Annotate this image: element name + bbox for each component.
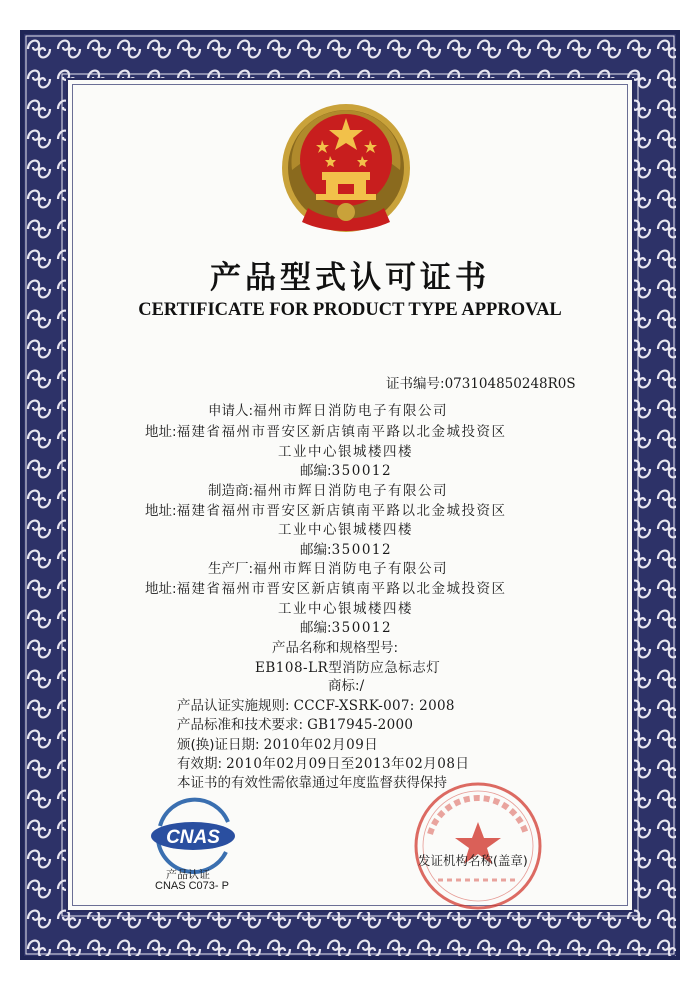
manufacturer-address-row xyxy=(145,503,507,519)
manufacturer-zip-row xyxy=(300,542,392,558)
standard-row xyxy=(177,717,413,733)
applicant-address-label: 地址: xyxy=(145,424,177,440)
cnas-logo-text: CNAS xyxy=(166,827,220,848)
applicant-zip-row xyxy=(300,463,392,479)
trademark-label: 商标: xyxy=(328,678,360,694)
factory-zip: 350012 xyxy=(331,620,393,636)
factory-address-row xyxy=(145,581,507,597)
applicant-label: 申请人: xyxy=(208,403,254,419)
factory-address-line1: 福建省福州市晋安区新店镇南平路以北金城投资区 xyxy=(176,581,507,597)
issuer-label: 发证机构名称(盖章) xyxy=(418,853,528,868)
valid-period-row xyxy=(177,756,470,772)
factory-address-line2: 工业中心银城楼四楼 xyxy=(278,601,413,617)
applicant-address-line1: 福建省福州市晋安区新店镇南平路以北金城投资区 xyxy=(176,424,507,440)
manufacturer-address-line2: 工业中心银城楼四楼 xyxy=(278,522,413,538)
manufacturer-address-label: 地址: xyxy=(145,503,177,519)
cert-number: 073104850248R0S xyxy=(444,376,576,392)
official-seal-icon xyxy=(408,776,548,916)
rule-label: 产品认证实施规则: xyxy=(177,698,290,714)
title-english: CERTIFICATE FOR PRODUCT TYPE APPROVAL xyxy=(138,300,562,320)
rule: CCCF-XSRK-007: 2008 xyxy=(293,698,455,714)
manufacturer-label: 制造商: xyxy=(208,483,254,499)
issue-date-label: 颁(换)证日期: xyxy=(177,737,260,753)
factory-name: 福州市辉日消防电子有限公司 xyxy=(253,561,449,577)
product-name: EB108-LR型消防应急标志灯 xyxy=(255,660,441,676)
factory-label: 生产厂: xyxy=(208,561,254,577)
factory-row xyxy=(208,561,448,577)
trademark-row xyxy=(328,678,366,694)
cert-number-row xyxy=(386,376,576,392)
standard: GB17945-2000 xyxy=(307,717,414,733)
issue-date-row xyxy=(177,737,378,753)
manufacturer-zip-label: 邮编: xyxy=(300,542,332,558)
applicant-name: 福州市辉日消防电子有限公司 xyxy=(253,403,449,419)
product-label: 产品名称和规格型号: xyxy=(272,640,399,656)
cnas-code: CNAS C073- P xyxy=(155,880,229,892)
applicant-row xyxy=(208,403,448,419)
factory-zip-label: 邮编: xyxy=(300,620,332,636)
manufacturer-address-line1: 福建省福州市晋安区新店镇南平路以北金城投资区 xyxy=(176,503,507,519)
valid-period: 2010年02月09日至2013年02月08日 xyxy=(226,756,470,772)
applicant-address-row xyxy=(145,424,507,440)
applicant-zip: 350012 xyxy=(331,463,393,479)
standard-label: 产品标准和技术要求: xyxy=(177,717,304,733)
rule-row xyxy=(177,698,455,714)
national-emblem-icon xyxy=(278,100,414,240)
manufacturer-row xyxy=(208,483,448,499)
cnas-caption: 产品认证 xyxy=(166,868,210,881)
applicant-zip-label: 邮编: xyxy=(300,463,332,479)
applicant-address-line2: 工业中心银城楼四楼 xyxy=(278,444,413,460)
factory-address-label: 地址: xyxy=(145,581,177,597)
manufacturer-zip: 350012 xyxy=(331,542,393,558)
title-chinese: 产品型式认可证书 xyxy=(210,260,490,296)
trademark: / xyxy=(359,678,366,694)
factory-zip-row xyxy=(300,620,392,636)
issue-date: 2010年02月09日 xyxy=(263,737,379,753)
validity-note: 本证书的有效性需依靠通过年度监督获得保持 xyxy=(177,775,447,791)
cert-number-label: 证书编号: xyxy=(386,376,445,392)
manufacturer-name: 福州市辉日消防电子有限公司 xyxy=(253,483,449,499)
valid-period-label: 有效期: xyxy=(177,756,223,772)
